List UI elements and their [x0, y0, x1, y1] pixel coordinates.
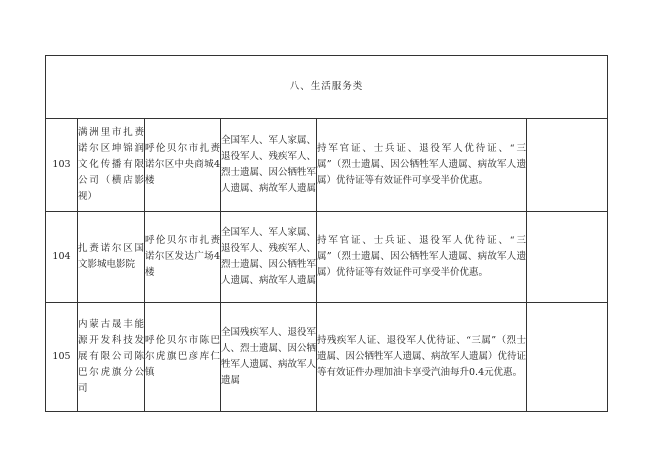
- business-address: 呼伦贝尔市扎赉诺尔区发达广场4楼: [145, 212, 221, 303]
- section-header-row: [46, 56, 608, 119]
- business-name: 满洲里市扎赉诺尔区坤锦润文化传播有限公司（横店影视）: [78, 119, 145, 212]
- business-name: 扎赉诺尔区国文影城电影院: [78, 212, 145, 303]
- eligible-groups: 全国军人、军人家属、退役军人、残疾军人、烈士遗属、因公牺牲军人遗属、病故军人遗属: [221, 119, 317, 212]
- eligible-groups: 全国军人、军人家属、退役军人、残疾军人、烈士遗属、因公牺牲军人遗属、病故军人遗属: [221, 212, 317, 303]
- benefit-description: 持残疾军人证、退役军人优待证、“三属”（烈士遗属、因公牺牲军人遗属、病故军人遗属）优待证等有效证件办理加油卡享受汽油每升0.4元优惠。: [317, 303, 527, 412]
- business-address: 呼伦贝尔市扎赉诺尔区中央商城4楼: [145, 119, 221, 212]
- table-row: [46, 119, 608, 212]
- service-table: [45, 55, 608, 412]
- remarks-cell: [527, 119, 608, 212]
- row-number: 104: [46, 212, 78, 303]
- table-row: [46, 303, 608, 412]
- business-name: 内蒙古晟丰能源开发科技发展有限公司陈巴尔虎旗分公司: [78, 303, 145, 412]
- remarks-cell: [527, 212, 608, 303]
- row-number: 105: [46, 303, 78, 412]
- row-number: 103: [46, 119, 78, 212]
- business-address: 呼伦贝尔市陈巴尔虎旗巴彦库仁镇: [145, 303, 221, 412]
- remarks-cell: [527, 303, 608, 412]
- eligible-groups: 全国残疾军人、退役军人、烈士遗属、因公牺牲军人遗属、病故军人遗属: [221, 303, 317, 412]
- benefit-description: 持军官证、士兵证、退役军人优待证、“三属”（烈士遗属、因公牺牲军人遗属、病故军人遗属）优待证等有效证件可享受半价优惠。: [317, 119, 527, 212]
- benefit-description: 持军官证、士兵证、退役军人优待证、“三属”（烈士遗属、因公牺牲军人遗属、病故军人遗属）优待证等有效证件可享受半价优惠。: [317, 212, 527, 303]
- table-row: [46, 212, 608, 303]
- section-title: 八、生活服务类: [46, 56, 608, 119]
